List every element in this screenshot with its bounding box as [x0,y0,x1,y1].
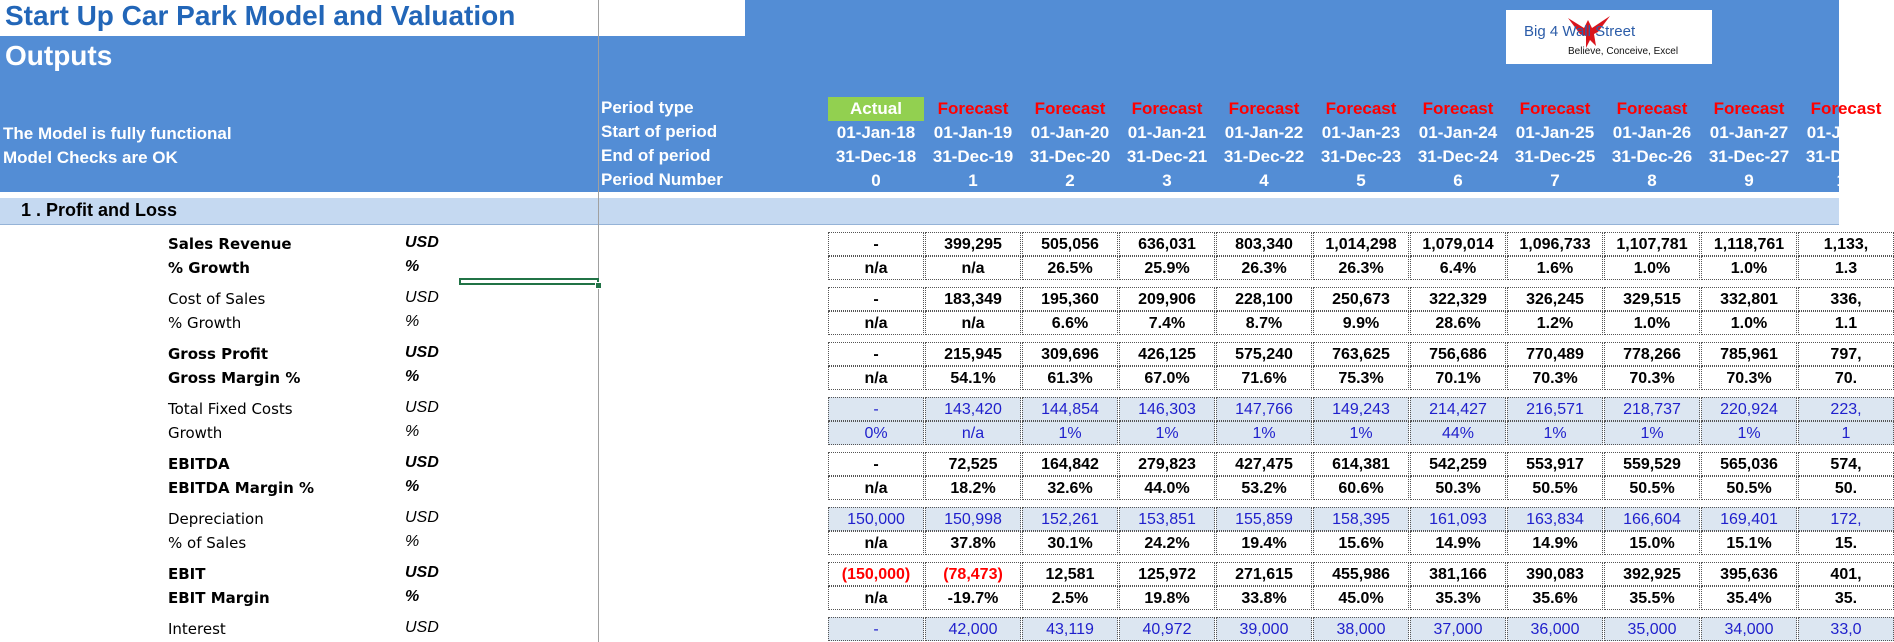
table-cell[interactable]: 70.3% [1507,366,1603,390]
table-cell[interactable]: 44% [1410,421,1506,445]
table-cell[interactable]: 7.4% [1119,311,1215,335]
table-cell[interactable]: 228,100 [1216,287,1312,311]
table-cell[interactable]: n/a [925,256,1021,280]
table-cell[interactable]: 1% [1701,421,1797,445]
table-cell[interactable]: 1,014,298 [1313,232,1409,256]
row-label: EBIT [168,565,206,583]
table-cell[interactable]: 574, [1798,452,1894,476]
table-cell[interactable]: 70.1% [1410,366,1506,390]
period-end-cell: 31-Dec-25 [1514,147,1596,166]
table-cell[interactable]: 45.0% [1313,586,1409,610]
start-of-period-label: Start of period [601,122,718,141]
table-cell[interactable]: 35.3% [1410,586,1506,610]
table-cell[interactable]: 70.3% [1701,366,1797,390]
table-cell[interactable]: 152,261 [1022,507,1118,531]
row-unit: USD [405,344,439,361]
table-cell[interactable]: n/a [925,311,1021,335]
period-start-cell: 01-Jan-18 [836,123,916,142]
table-cell[interactable]: 155,859 [1216,507,1312,531]
section-title: 1 . Profit and Loss [21,200,178,220]
row-unit: USD [405,619,439,636]
table-cell[interactable]: 50.3% [1410,476,1506,500]
table-cell[interactable]: 60.6% [1313,476,1409,500]
model-status-text: The Model is fully functional [3,124,232,143]
table-cell[interactable]: 279,823 [1119,452,1215,476]
big4-wallstreet-logo [1506,10,1712,64]
table-cell[interactable]: 19.8% [1119,586,1215,610]
period-type-label: Period type [601,98,694,117]
selected-cell[interactable] [459,278,599,285]
period-type-cell: Forecast [1422,99,1494,118]
table-cell[interactable]: 9.9% [1313,311,1409,335]
table-cell[interactable]: 15.0% [1604,531,1700,555]
table-cell[interactable]: 50.5% [1507,476,1603,500]
row-label: EBIT Margin [168,589,270,607]
row-unit: USD [405,234,439,251]
period-end-cell: 31-Dec-21 [1126,147,1208,166]
table-cell[interactable]: 28.6% [1410,311,1506,335]
table-cell[interactable]: 71.6% [1216,366,1312,390]
table-cell[interactable]: 271,615 [1216,562,1312,586]
section-band [0,198,1839,225]
table-cell[interactable]: 395,636 [1701,562,1797,586]
header-separator [0,192,1839,194]
table-cell[interactable]: 32.6% [1022,476,1118,500]
table-cell[interactable]: 326,245 [1507,287,1603,311]
row-unit: USD [405,509,439,526]
table-cell[interactable]: 614,381 [1313,452,1409,476]
table-cell[interactable]: 390,083 [1507,562,1603,586]
table-cell[interactable]: n/a [828,311,924,335]
table-cell[interactable]: 332,801 [1701,287,1797,311]
table-cell[interactable]: 770,489 [1507,342,1603,366]
period-number-cell: 8 [1647,171,1657,190]
table-cell[interactable]: 1,133, [1798,232,1894,256]
table-cell[interactable]: 40,972 [1119,617,1215,641]
table-cell[interactable]: 329,515 [1604,287,1700,311]
table-cell[interactable]: 33.8% [1216,586,1312,610]
table-cell[interactable]: 1.1 [1798,311,1894,335]
table-cell[interactable]: - [828,287,924,311]
row-unit: % [405,588,420,605]
period-type-cell: Forecast [1325,99,1397,118]
row-label: % Growth [168,259,250,277]
period-start-cell: 01-Jan-21 [1127,123,1207,142]
table-cell[interactable]: 36,000 [1507,617,1603,641]
table-cell[interactable]: 54.1% [925,366,1021,390]
table-cell[interactable]: 1.0% [1604,311,1700,335]
period-start-cell: 01-Jan-26 [1612,123,1692,142]
table-cell[interactable]: 12,581 [1022,562,1118,586]
table-cell[interactable]: 37,000 [1410,617,1506,641]
period-end-cell: 31-Dec-22 [1223,147,1305,166]
table-cell[interactable]: -19.7% [925,586,1021,610]
table-cell[interactable]: 25.9% [1119,256,1215,280]
table-cell[interactable]: n/a [828,531,924,555]
table-cell[interactable]: 427,475 [1216,452,1312,476]
period-type-cell: Forecast [1034,99,1106,118]
row-label: Total Fixed Costs [168,400,293,418]
table-cell[interactable]: 381,166 [1410,562,1506,586]
table-cell[interactable]: 169,401 [1701,507,1797,531]
model-checks-text: Model Checks are OK [3,148,178,167]
period-number-cell: 7 [1550,171,1560,190]
table-cell[interactable]: 1% [1119,421,1215,445]
period-type-cell: Forecast [1616,99,1688,118]
table-cell[interactable]: 39,000 [1216,617,1312,641]
table-cell[interactable]: 34,000 [1701,617,1797,641]
table-cell[interactable]: 1% [1313,421,1409,445]
period-start-cell: 01-Jan-27 [1709,123,1789,142]
row-label: Sales Revenue [168,235,292,253]
table-cell[interactable]: 542,259 [1410,452,1506,476]
table-cell[interactable]: 392,925 [1604,562,1700,586]
table-cell[interactable]: 309,696 [1022,342,1118,366]
table-cell[interactable]: 18.2% [925,476,1021,500]
table-cell[interactable]: 125,972 [1119,562,1215,586]
table-cell[interactable]: 250,673 [1313,287,1409,311]
table-cell[interactable]: 1% [1507,421,1603,445]
period-end-cell: 31-Dec-24 [1417,147,1499,166]
period-end-cell: 31-Dec-20 [1029,147,1111,166]
table-cell[interactable]: 44.0% [1119,476,1215,500]
table-cell[interactable]: n/a [828,256,924,280]
period-start-cell: 01-Jan-28 [1806,123,1886,142]
table-cell[interactable]: 426,125 [1119,342,1215,366]
row-label: Interest [168,620,226,638]
table-cell[interactable]: 1% [1022,421,1118,445]
logo-wordmark: Big 4 Wall Street [1524,23,1636,40]
table-cell[interactable]: 75.3% [1313,366,1409,390]
period-end-cell: 31-Dec-27 [1708,147,1790,166]
period-end-cell: 31-Dec-23 [1320,147,1402,166]
table-cell[interactable]: 195,360 [1022,287,1118,311]
period-end-cell: 31-Dec-26 [1611,147,1693,166]
period-type-cell: Forecast [937,99,1009,118]
table-cell[interactable]: 1,079,014 [1410,232,1506,256]
period-start-cell: 01-Jan-19 [933,123,1013,142]
table-cell[interactable]: 1.0% [1701,256,1797,280]
table-cell[interactable]: 214,427 [1410,397,1506,421]
row-label: Growth [168,424,223,442]
row-label: Cost of Sales [168,290,266,308]
table-cell[interactable]: 43,119 [1022,617,1118,641]
table-cell[interactable]: 209,906 [1119,287,1215,311]
table-cell[interactable]: 14.9% [1507,531,1603,555]
table-cell[interactable]: n/a [925,421,1021,445]
table-cell[interactable]: 35.6% [1507,586,1603,610]
table-cell[interactable]: 1.6% [1507,256,1603,280]
table-cell[interactable]: 6.6% [1022,311,1118,335]
table-cell[interactable]: 35,000 [1604,617,1700,641]
table-cell[interactable]: 163,834 [1507,507,1603,531]
row-label: Gross Profit [168,345,269,363]
table-cell[interactable]: 1.2% [1507,311,1603,335]
period-start-cell: 01-Jan-25 [1515,123,1595,142]
table-cell[interactable]: 26.3% [1216,256,1312,280]
table-cell[interactable]: 14.9% [1410,531,1506,555]
table-cell[interactable]: 218,737 [1604,397,1700,421]
row-unit: USD [405,399,439,416]
table-cell[interactable]: - [828,232,924,256]
period-type-cell: Forecast [1810,99,1882,118]
row-label: % Growth [168,314,242,332]
row-unit: USD [405,289,439,306]
table-cell[interactable]: 797, [1798,342,1894,366]
period-number-cell: 3 [1162,171,1172,190]
row-unit: % [405,368,420,385]
row-label: Depreciation [168,510,264,528]
logo-tagline: Believe, Conceive, Excel [1568,46,1679,57]
period-number-cell: 10 [1836,171,1856,190]
table-cell[interactable]: 19.4% [1216,531,1312,555]
period-type-cell: Forecast [1131,99,1203,118]
table-cell[interactable]: - [828,617,924,641]
table-cell[interactable]: 183,349 [925,287,1021,311]
table-cell[interactable]: 35.4% [1701,586,1797,610]
table-cell[interactable]: 1% [1216,421,1312,445]
period-end-cell: 31-Dec-19 [932,147,1014,166]
table-cell[interactable]: 164,842 [1022,452,1118,476]
period-start-cell: 01-Jan-20 [1030,123,1110,142]
row-unit: % [405,533,420,550]
table-cell[interactable]: 756,686 [1410,342,1506,366]
table-cell[interactable]: 1.0% [1701,311,1797,335]
table-cell[interactable]: 50. [1798,476,1894,500]
table-cell[interactable]: 61.3% [1022,366,1118,390]
period-number-cell: 6 [1453,171,1463,190]
table-cell[interactable]: 172, [1798,507,1894,531]
table-cell[interactable]: n/a [828,366,924,390]
table-cell[interactable]: 166,604 [1604,507,1700,531]
table-cell[interactable]: 763,625 [1313,342,1409,366]
row-unit: % [405,258,420,275]
period-number-cell: 2 [1065,171,1075,190]
table-cell[interactable]: 146,303 [1119,397,1215,421]
table-cell[interactable]: 575,240 [1216,342,1312,366]
table-cell[interactable]: 8.7% [1216,311,1312,335]
period-end-cell: 31-Dec-28 [1805,147,1887,166]
table-cell[interactable]: 143,420 [925,397,1021,421]
row-label: Gross Margin % [168,369,301,387]
row-unit: % [405,423,420,440]
table-cell[interactable]: 24.2% [1119,531,1215,555]
table-cell[interactable]: 70. [1798,366,1894,390]
period-number-cell: 0 [871,171,881,190]
table-cell[interactable]: - [828,397,924,421]
table-cell[interactable]: 2.5% [1022,586,1118,610]
table-cell[interactable]: 1,107,781 [1604,232,1700,256]
row-label: EBITDA [168,455,230,473]
table-cell[interactable]: 161,093 [1410,507,1506,531]
table-cell[interactable]: 150,998 [925,507,1021,531]
table-cell[interactable]: 15.6% [1313,531,1409,555]
row-unit: USD [405,564,439,581]
table-cell[interactable]: 26.3% [1313,256,1409,280]
table-cell[interactable]: 803,340 [1216,232,1312,256]
period-number-cell: 1 [968,171,978,190]
table-cell[interactable]: 53.2% [1216,476,1312,500]
table-cell[interactable]: n/a [828,476,924,500]
table-cell[interactable]: 216,571 [1507,397,1603,421]
table-cell[interactable]: 37.8% [925,531,1021,555]
period-type-cell: Forecast [1713,99,1785,118]
table-cell[interactable]: 322,329 [1410,287,1506,311]
table-cell[interactable]: 1,096,733 [1507,232,1603,256]
fill-handle[interactable] [595,282,602,289]
table-cell[interactable]: 1.0% [1604,256,1700,280]
table-cell[interactable]: 223, [1798,397,1894,421]
table-cell[interactable]: 505,056 [1022,232,1118,256]
table-cell[interactable]: 33,0 [1798,617,1894,641]
table-cell[interactable]: 50.5% [1604,476,1700,500]
end-of-period-label: End of period [601,146,711,165]
table-cell[interactable]: (78,473) [925,562,1021,586]
period-number-label: Period Number [601,170,723,189]
period-type-cell: Forecast [1228,99,1300,118]
table-cell[interactable]: 42,000 [925,617,1021,641]
table-cell[interactable]: 30.1% [1022,531,1118,555]
table-cell[interactable]: 565,036 [1701,452,1797,476]
table-cell[interactable]: 1.3 [1798,256,1894,280]
table-cell[interactable]: 215,945 [925,342,1021,366]
table-cell[interactable]: 153,851 [1119,507,1215,531]
table-cell[interactable]: 50.5% [1701,476,1797,500]
table-cell[interactable]: 399,295 [925,232,1021,256]
table-cell[interactable]: 401, [1798,562,1894,586]
table-cell[interactable]: 636,031 [1119,232,1215,256]
table-cell[interactable]: n/a [828,586,924,610]
period-start-cell: 01-Jan-22 [1224,123,1304,142]
table-cell[interactable]: 553,917 [1507,452,1603,476]
period-end-cell: 31-Dec-18 [835,147,917,166]
table-cell[interactable]: 72,525 [925,452,1021,476]
table-cell[interactable]: 336, [1798,287,1894,311]
table-cell[interactable]: 1% [1604,421,1700,445]
table-cell[interactable]: 0% [828,421,924,445]
table-cell[interactable]: 6.4% [1410,256,1506,280]
table-cell[interactable]: 144,854 [1022,397,1118,421]
table-cell[interactable]: 15.1% [1701,531,1797,555]
period-start-cell: 01-Jan-24 [1418,123,1498,142]
table-cell[interactable]: 1 [1798,421,1894,445]
table-cell[interactable]: - [828,452,924,476]
column-divider [598,0,599,642]
table-cell[interactable]: 67.0% [1119,366,1215,390]
table-cell[interactable]: 35.5% [1604,586,1700,610]
table-cell[interactable]: 26.5% [1022,256,1118,280]
row-unit: % [405,313,420,330]
table-cell[interactable]: 70.3% [1604,366,1700,390]
table-cell[interactable]: 15. [1798,531,1894,555]
table-cell[interactable]: 147,766 [1216,397,1312,421]
table-cell[interactable]: 559,529 [1604,452,1700,476]
row-label: EBITDA Margin % [168,479,315,497]
period-number-cell: 4 [1259,171,1269,190]
row-unit: USD [405,454,439,471]
table-cell[interactable]: 778,266 [1604,342,1700,366]
table-cell[interactable]: - [828,342,924,366]
row-label: % of Sales [168,534,247,552]
period-start-cell: 01-Jan-23 [1321,123,1401,142]
period-type-cell: Actual [828,97,924,121]
table-cell[interactable]: 455,986 [1313,562,1409,586]
table-cell[interactable]: 35. [1798,586,1894,610]
page-title: Start Up Car Park Model and Valuation [5,0,516,31]
table-cell[interactable]: 220,924 [1701,397,1797,421]
table-cell[interactable]: 158,395 [1313,507,1409,531]
table-cell[interactable]: 1,118,761 [1701,232,1797,256]
period-type-cell: Forecast [1519,99,1591,118]
table-cell[interactable]: 785,961 [1701,342,1797,366]
row-unit: % [405,478,420,495]
period-number-cell: 9 [1744,171,1754,190]
table-cell[interactable]: 150,000 [828,507,924,531]
period-number-cell: 5 [1356,171,1366,190]
table-cell[interactable]: 149,243 [1313,397,1409,421]
table-cell[interactable]: 38,000 [1313,617,1409,641]
table-cell[interactable]: (150,000) [828,562,924,586]
page-subtitle: Outputs [5,40,113,71]
